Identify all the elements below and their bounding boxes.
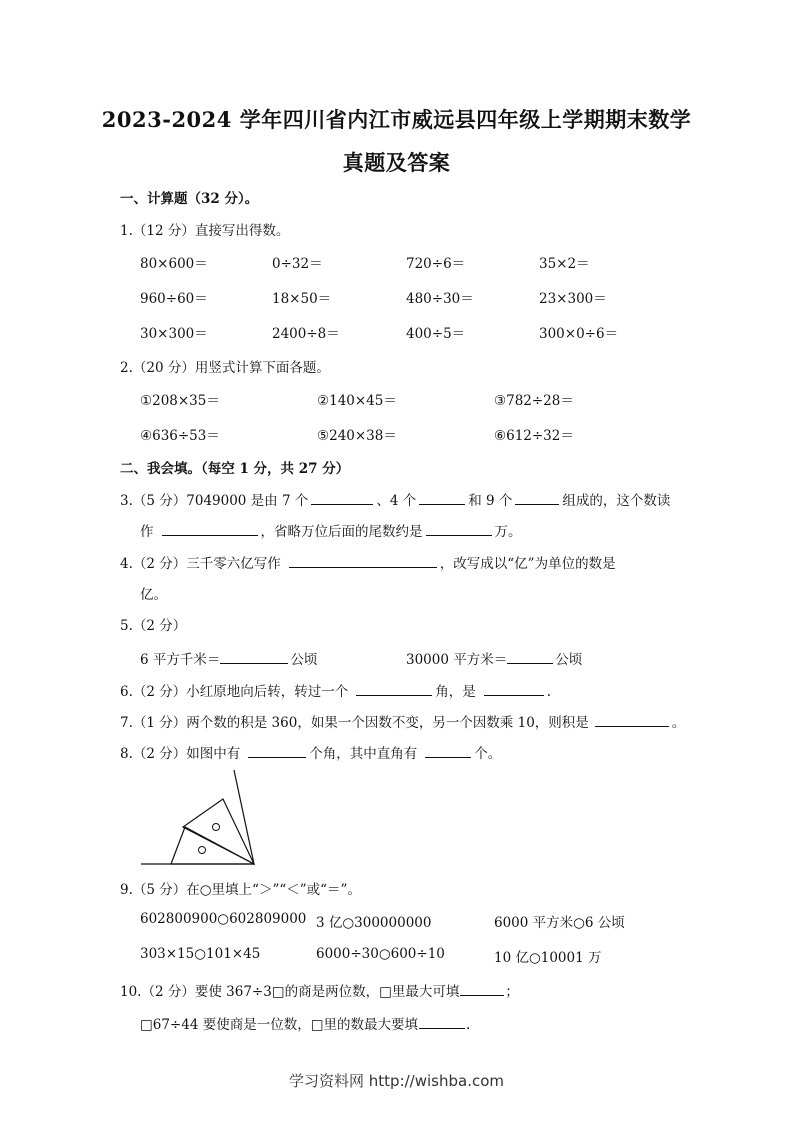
q8-text: 8.（2 分）如图中有	[120, 746, 241, 762]
q1-item: 720÷6＝	[406, 256, 466, 272]
q9-item: 602800900○602809000	[140, 911, 307, 927]
answer-blank[interactable]	[162, 523, 258, 536]
q1-item: 480÷30＝	[406, 291, 474, 307]
q3-text: 和 9 个	[468, 493, 513, 509]
question-5: 5.（2 分）	[120, 618, 187, 634]
q3-text: 组成的，这个数读	[562, 493, 671, 509]
q3-text: 、4 个	[376, 493, 417, 509]
q7-text: 7.（1 分）两个数的积是 360，如果一个因数不变，另一个因数乘 10，则积是	[120, 715, 589, 731]
question-6	[120, 680, 551, 700]
q2-item: ④636÷53＝	[140, 428, 220, 444]
question-9: 9.（5 分）在○里填上“＞”“＜”或“＝”。	[120, 882, 361, 898]
circle-mark	[199, 847, 206, 854]
angle-figure	[135, 765, 275, 870]
q5-text: 30000 平方米＝	[406, 652, 508, 668]
footer-url[interactable]: http://wishba.com	[368, 1072, 505, 1090]
q1-item: 0÷32＝	[272, 256, 323, 272]
question-1: 1.（12 分）直接写出得数。	[120, 223, 290, 239]
page-footer	[0, 1070, 793, 1091]
q10-text: .	[465, 1017, 471, 1033]
question-4-line1	[120, 552, 616, 572]
q5-text: 公顷	[290, 652, 318, 668]
question-7	[120, 711, 685, 731]
answer-blank[interactable]	[426, 523, 492, 536]
q5-text: 公顷	[555, 652, 583, 668]
q1-item: 35×2＝	[539, 256, 590, 272]
q3-text: 万。	[494, 524, 522, 540]
q5-text: 6 平方千米＝	[140, 652, 221, 668]
q2-item: ①208×35＝	[140, 393, 220, 409]
q7-text: 。	[671, 715, 686, 731]
answer-blank[interactable]	[484, 683, 544, 696]
q4-text: ，改写成以“亿”为单位的数是	[439, 556, 616, 572]
answer-blank[interactable]	[515, 492, 559, 505]
q8-text: 个角，其中直角有	[309, 746, 418, 762]
answer-blank[interactable]	[507, 651, 553, 664]
q1-item: 400÷5＝	[406, 326, 466, 342]
answer-blank[interactable]	[248, 745, 306, 758]
q1-item: 23×300＝	[539, 291, 607, 307]
triangle-lower	[171, 827, 254, 864]
document-title-line2: 真题及答案	[342, 150, 451, 175]
q9-item: 3 亿○300000000	[316, 915, 432, 931]
q1-item: 80×600＝	[140, 256, 208, 272]
q9-item: 303×15○101×45	[140, 946, 261, 962]
q1-item: 2400÷8＝	[272, 326, 340, 342]
answer-blank[interactable]	[356, 683, 432, 696]
question-3-line2	[140, 520, 522, 540]
answer-blank[interactable]	[311, 492, 373, 505]
q4-text: 4.（2 分）三千零六亿写作	[120, 556, 281, 572]
q10-text: □67÷44 要使商是一位数，□里的数最大要填	[140, 1017, 418, 1033]
q1-item: 300×0÷6＝	[539, 326, 619, 342]
answer-blank[interactable]	[419, 492, 465, 505]
question-4-line2: 亿。	[140, 587, 167, 603]
circle-mark	[213, 824, 220, 831]
q3-text: 3.（5 分）7049000 是由 7 个	[120, 493, 309, 509]
answer-blank[interactable]	[419, 1016, 465, 1029]
question-5-part2	[406, 648, 582, 668]
q1-item: 18×50＝	[272, 291, 332, 307]
q9-item: 10 亿○10001 万	[494, 950, 602, 966]
question-10-line2	[140, 1013, 470, 1033]
answer-blank[interactable]	[289, 555, 437, 568]
q9-item: 6000÷30○600÷10	[316, 946, 445, 962]
q2-item: ②140×45＝	[317, 393, 397, 409]
q9-item: 6000 平方米○6 公顷	[494, 915, 625, 931]
section-1-heading: 一、计算题（32 分）。	[120, 191, 259, 207]
q10-text: 10.（2 分）要使 367÷3□的商是两位数，□里最大可填	[120, 984, 460, 1000]
q2-item: ⑥612÷32＝	[494, 428, 574, 444]
answer-blank[interactable]	[425, 745, 471, 758]
question-3-line1	[120, 489, 670, 509]
q6-text: .	[546, 684, 552, 700]
footer-site-name: 学习资料网	[288, 1072, 364, 1090]
q6-text: 6.（2 分）小红原地向后转，转过一个	[120, 684, 349, 700]
q2-item: ⑤240×38＝	[317, 428, 397, 444]
q2-item: ③782÷28＝	[494, 393, 574, 409]
figure-ray	[234, 770, 254, 864]
q8-text: 个。	[474, 746, 502, 762]
answer-blank[interactable]	[460, 983, 504, 996]
question-2: 2.（20 分）用竖式计算下面各题。	[120, 360, 330, 376]
q6-text: 角，是	[435, 684, 476, 700]
question-5-part1	[140, 648, 317, 668]
section-2-heading: 二、我会填。（每空 1 分，共 27 分）	[120, 461, 350, 477]
question-10-line1	[120, 980, 519, 1000]
answer-blank[interactable]	[220, 651, 288, 664]
q3-text: ，省略万位后面的尾数约是	[260, 524, 423, 540]
q1-item: 960÷60＝	[140, 291, 208, 307]
q3-text: 作	[140, 524, 154, 540]
question-8	[120, 742, 501, 762]
q1-item: 30×300＝	[140, 326, 208, 342]
document-title-line1: 2023-2024 学年四川省内江市威远县四年级上学期期末数学	[101, 107, 692, 132]
answer-blank[interactable]	[595, 714, 669, 727]
q10-text: ；	[505, 984, 519, 1000]
